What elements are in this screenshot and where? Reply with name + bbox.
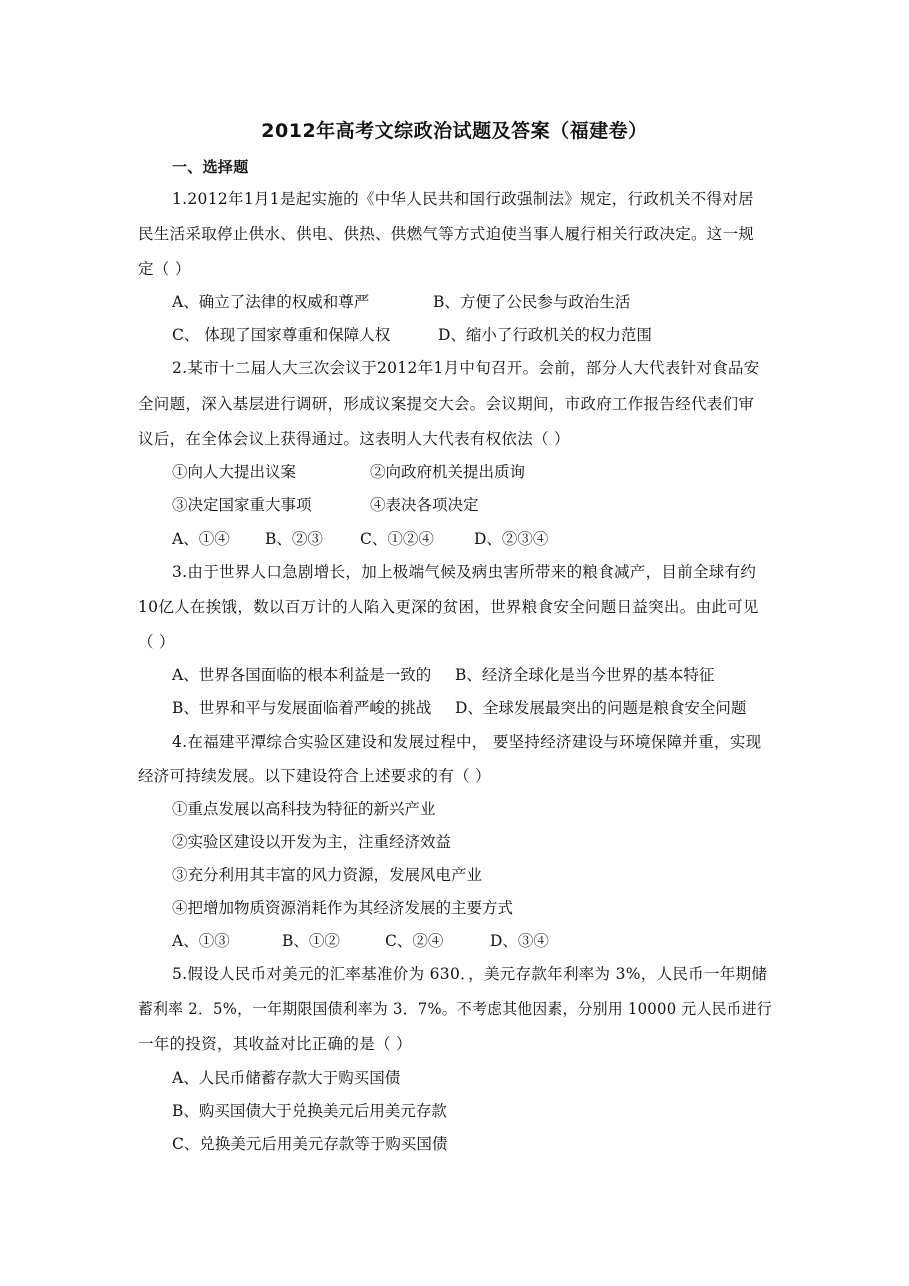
q3-option-a: A、世界各国面临的根本利益是一致的 [172,666,432,684]
q3-line-2: 10亿人在挨饿，数以百万计的人陷入更深的贫困，世界粮食安全问题日益突出。由此可见 [138,598,759,616]
page-title: 2012年高考文综政治试题及答案（福建卷） [261,120,648,142]
q2-option-a: A、①④ [172,530,230,548]
q1-line-2: 民生活采取停止供水、供电、供热、供燃气等方式迫使当事人履行相关行政决定。这一规 [138,225,755,243]
q5-option-a: A、人民币储蓄存款大于购买国债 [172,1069,401,1087]
q2-line-2: 全问题，深入基层进行调研，形成议案提交大会。会议期间，市政府工作报告经代表们审 [138,395,755,413]
q4-option-d: D、③④ [490,932,549,950]
section-heading: 一、选择题 [172,158,249,176]
q3-option-d: D、全球发展最突出的问题是粮食安全问题 [455,699,747,717]
q2-option-d: D、②③④ [474,530,549,548]
q1-line-3: 定（ ） [138,260,191,278]
q2-statement-1: ①向人大提出议案 [172,463,297,481]
q2-option-c: C、①②④ [360,530,434,548]
q5-line-2: 蓄利率 2．5%，一年期限国债利率为 3．7%。不考虑其他因素，分别用 10000 元人民币进行 [138,1000,772,1018]
q2-line-1: 2.某市十二届人大三次会议于2012年1月中旬召开。会前，部分人大代表针对食品安 [172,359,760,377]
q4-statement-4: ④把增加物质资源消耗作为其经济发展的主要方式 [172,899,514,917]
q5-line-1: 5.假设人民币对美元的汇率基准价为 630．，美元存款年利率为 3%，人民币一年期储 [172,965,768,983]
q3-option-c: B、世界和平与发展面临着严峻的挑战 [172,699,432,717]
q2-statement-3: ③决定国家重大事项 [172,496,312,514]
q4-option-b: B、①② [282,932,340,950]
q5-option-c: C、兑换美元后用美元存款等于购买国债 [172,1135,448,1153]
q4-option-a: A、①③ [172,932,230,950]
q4-line-1: 4.在福建平潭综合实验区建设和发展过程中， 要坚持经济建设与环境保障并重，实现 [172,733,762,751]
q3-line-1: 3.由于世界人口急剧增长，加上极端气候及病虫害所带来的粮食减产，目前全球有约 [172,563,757,581]
q1-option-a: A、确立了法律的权威和尊严 [172,293,370,311]
q4-statement-1: ①重点发展以高科技为特征的新兴产业 [172,800,436,818]
q2-statement-4: ④表决各项决定 [370,496,479,514]
q1-option-c: C、 体现了国家尊重和保障人权 [172,326,391,344]
q4-statement-2: ②实验区建设以开发为主，注重经济效益 [172,833,452,851]
q4-statement-3: ③充分利用其丰富的风力资源，发展风电产业 [172,866,483,884]
q3-option-b: B、经济全球化是当今世界的基本特征 [455,666,715,684]
q5-option-b: B、购买国债大于兑换美元后用美元存款 [172,1102,447,1120]
q2-line-3: 议后，在全体会议上获得通过。这表明人大代表有权依法（ ） [138,430,570,448]
q1-option-d: D、缩小了行政机关的权力范围 [438,326,652,344]
q2-option-b: B、②③ [265,530,323,548]
q1-option-b: B、方便了公民参与政治生活 [433,293,631,311]
q2-statement-2: ②向政府机关提出质询 [370,463,526,481]
q1-line-1: 1.2012年1月1是起实施的《中华人民共和国行政强制法》规定，行政机关不得对居 [172,190,754,208]
q4-option-c: C、②④ [385,932,444,950]
q5-line-3: 一年的投资，其收益对比正确的是（ ） [138,1035,412,1053]
q3-line-3: （ ） [138,633,175,651]
q4-line-2: 经济可持续发展。以下建设符合上述要求的有（ ） [138,767,491,785]
